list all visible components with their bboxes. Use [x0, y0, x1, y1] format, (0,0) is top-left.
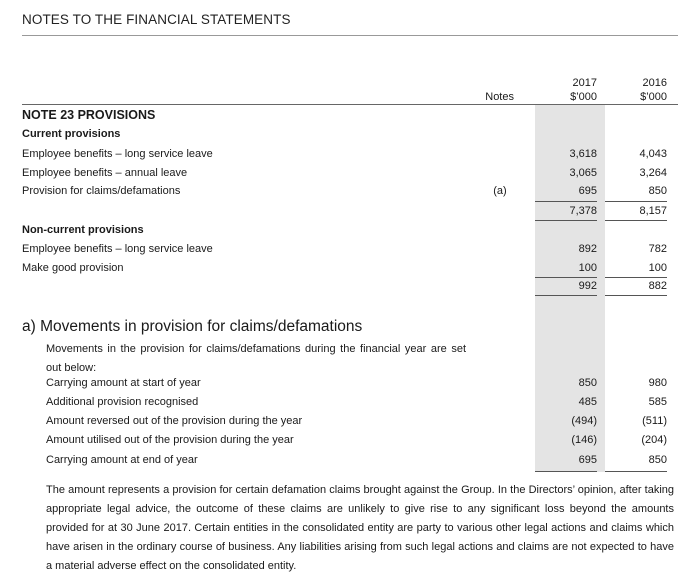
total-rule-2017: [535, 295, 597, 296]
total-2016: 882: [648, 280, 667, 292]
value-2016: 782: [648, 243, 667, 255]
value-2017: 695: [578, 185, 597, 197]
current-provisions-heading-row: [0, 125, 700, 143]
value-2017: 892: [578, 243, 597, 255]
column-2016-unit: $’000: [640, 91, 667, 103]
value-2016: 3,264: [639, 167, 667, 179]
row-label: Amount reversed out of the provision during the year: [46, 415, 303, 427]
explanatory-paragraph: The amount represents a provision for certain defamation claims brought against the Group. In the Directors’ opinion, after taking appropriate legal advice, the outcome of these claims are unlikely to give rise to any significant loss beyond the amounts provided for at 30 June 2017. Certain entities in the consolidated entity are party to various other legal actions and claims which have arisen in the ordinary course of business. Any liabilities arising from such legal actions and claims are not expected to have a material adverse effect on the consolidated entity.: [46, 484, 674, 572]
row-label: Carrying amount at start of year: [46, 377, 201, 389]
row-note-reference: (a): [493, 185, 507, 197]
table-row: [0, 240, 700, 258]
value-2017: 3,618: [569, 148, 597, 160]
value-2017: (494): [571, 415, 597, 427]
movements-intro-text: Movements in the provision for claims/defamations during the financial year are set out below:: [46, 343, 466, 374]
table-row: [0, 431, 700, 449]
header-divider: [22, 104, 678, 105]
noncurrent-provisions-heading: Non-current provisions: [22, 224, 144, 236]
value-2016: 585: [648, 396, 667, 408]
table-row: [0, 259, 700, 277]
value-2016: (511): [642, 415, 667, 427]
total-2017: 7,378: [569, 205, 597, 217]
table-row: [0, 145, 700, 163]
noncurrent-provisions-heading-row: [0, 221, 700, 239]
value-2017: 100: [578, 262, 597, 274]
notes-column-header: Notes: [485, 91, 514, 103]
value-2017: 3,065: [569, 167, 597, 179]
note-heading-row: [0, 106, 700, 124]
row-label: Additional provision recognised: [46, 396, 199, 408]
row-label: Carrying amount at end of year: [46, 454, 198, 466]
total-2017: 992: [578, 280, 597, 292]
total-rule-2016: [605, 295, 667, 296]
table-row: [0, 393, 700, 411]
table-row: [0, 412, 700, 430]
value-2017: (146): [571, 434, 597, 446]
row-label: Employee benefits – annual leave: [22, 167, 188, 179]
current-provisions-heading: Current provisions: [22, 128, 121, 140]
column-header-2016: [605, 76, 667, 104]
table-row: [0, 164, 700, 182]
column-2016-year: 2016: [642, 77, 667, 89]
row-label: Employee benefits – long service leave: [22, 148, 213, 160]
value-2017: 850: [578, 377, 597, 389]
value-2017: 695: [578, 454, 597, 466]
movements-section-heading: a) Movements in provision for claims/defamations: [22, 318, 363, 335]
total-2016: 8,157: [639, 205, 667, 217]
note-heading: NOTE 23 PROVISIONS: [22, 108, 156, 122]
column-2017-unit: $’000: [570, 91, 597, 103]
column-2017-year: 2017: [572, 77, 597, 89]
row-label: Employee benefits – long service leave: [22, 243, 213, 255]
value-2016: 850: [648, 185, 667, 197]
table-row: [0, 182, 700, 200]
row-label: Amount utilised out of the provision during the year: [46, 434, 294, 446]
column-header-2017: [535, 76, 597, 104]
row-label: Provision for claims/defamations: [22, 185, 181, 197]
table-row: [0, 374, 700, 392]
value-2016: 4,043: [639, 148, 667, 160]
value-2016: (204): [641, 434, 667, 446]
row-label: Make good provision: [22, 262, 124, 274]
value-2016: 980: [648, 377, 667, 389]
total-rule-2016: [605, 471, 667, 472]
total-rule-2017: [535, 471, 597, 472]
current-total-row: [0, 202, 700, 220]
value-2017: 485: [578, 396, 597, 408]
value-2016: 850: [648, 454, 667, 466]
page-title: NOTES TO THE FINANCIAL STATEMENTS: [22, 12, 291, 27]
title-divider: [22, 35, 678, 36]
table-row: [0, 451, 700, 469]
value-2016: 100: [648, 262, 667, 274]
noncurrent-total-row: [0, 277, 700, 295]
